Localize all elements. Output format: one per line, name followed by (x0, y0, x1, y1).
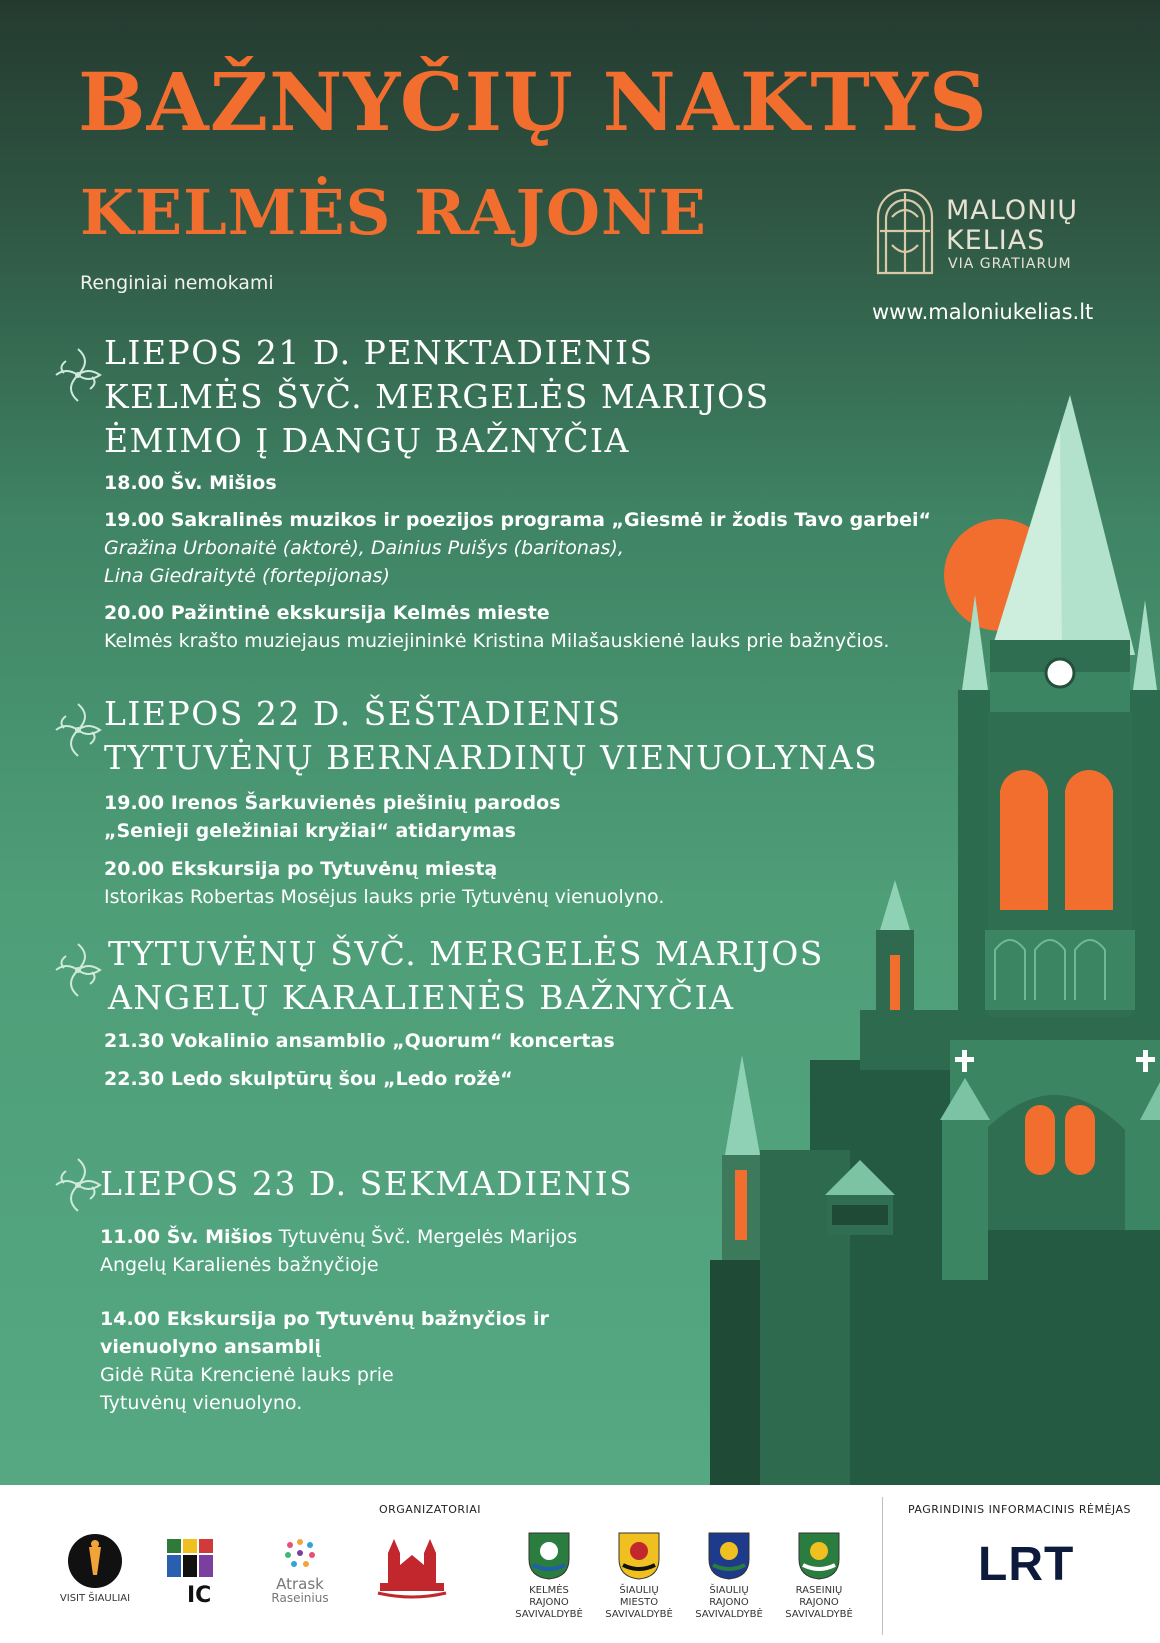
event-line: vienuolyno ansamblį (100, 1336, 321, 1358)
municipality-logo[interactable] (504, 1531, 594, 1621)
raseinius-text: Raseinius (271, 1591, 329, 1605)
website-link[interactable]: www.maloniukelias.lt (872, 300, 1094, 324)
event-line: 20.00 Pažintinė ekskursija Kelmės mieste (104, 602, 550, 624)
fleur-ornament-icon (52, 700, 104, 760)
red-church-icon (372, 1535, 452, 1599)
logo-name-2: KELIAS (946, 225, 1046, 256)
municipality-caption: RAJONO (529, 1597, 569, 1608)
title-line-2: KELMĖS RAJONE (80, 176, 707, 249)
section-heading-line: TYTUVĖNŲ BERNARDINŲ VIENUOLYNAS (104, 738, 879, 777)
event-line: 19.00 Irenos Šarkuvienės piešinių parodos (104, 792, 561, 814)
lrt-logo[interactable]: LRT (978, 1538, 1075, 1591)
event-line: Tytuvėnų vienuolyno. (100, 1392, 303, 1414)
municipality-caption: KELMĖS (529, 1585, 569, 1596)
visit-siauliai-logo[interactable] (50, 1533, 140, 1605)
municipality-caption: SAVIVALDYBĖ (785, 1609, 853, 1620)
logo-name-1: MALONIŲ (946, 195, 1079, 226)
footer (0, 1485, 1160, 1643)
event-line: 22.30 Ledo skulptūrų šou „Ledo rožė“ (104, 1068, 513, 1090)
event-line: 21.30 Vokalinio ansamblio „Quorum“ koncertas (104, 1030, 615, 1052)
event-line: Kelmės krašto muziejaus muziejininkė Kristina Milašauskienė lauks prie bažnyčios. (104, 630, 890, 652)
event-line: 19.00 Sakralinės muzikos ir poezijos programa „Giesmė ir žodis Tavo garbei“ (104, 509, 931, 531)
municipality-logo[interactable] (774, 1531, 864, 1621)
event-line: 18.00 Šv. Mišios (104, 472, 277, 494)
malonių-kelias-cross-icon (872, 187, 938, 275)
ic-logo[interactable] (165, 1537, 215, 1611)
coat-of-arms-icon (617, 1531, 661, 1581)
section-heading-line: LIEPOS 23 D. SEKMADIENIS (100, 1164, 634, 1203)
municipality-caption: MIESTO (619, 1597, 659, 1608)
fleur-ornament-icon (52, 940, 104, 1000)
title-line-1: BAŽNYČIŲ NAKTYS (78, 55, 988, 149)
coat-of-arms-icon (527, 1531, 571, 1581)
coat-of-arms-icon (707, 1531, 751, 1581)
fleur-ornament-icon (52, 345, 104, 405)
free-entry-note: Renginiai nemokami (80, 272, 274, 294)
section-heading-line: LIEPOS 21 D. PENKTADIENIS (104, 333, 654, 372)
municipality-caption: SAVIVALDYBĖ (605, 1609, 673, 1620)
municipality-caption: SAVIVALDYBĖ (695, 1609, 763, 1620)
municipality-caption: RAJONO (799, 1597, 839, 1608)
organizers-label: ORGANIZATORIAI (378, 1503, 482, 1516)
event-line: Lina Giedraitytė (fortepijonas) (104, 565, 390, 587)
visit-siauliai-icon (67, 1533, 123, 1589)
section-heading-line: ANGELŲ KARALIENĖS BAŽNYČIA (108, 978, 735, 1017)
municipality-logo[interactable] (594, 1531, 684, 1621)
tytuvenai-church-logo[interactable] (372, 1535, 452, 1603)
event-line: 20.00 Ekskursija po Tytuvėnų miestą (104, 858, 498, 880)
section-heading-line: LIEPOS 22 D. ŠEŠTADIENIS (104, 694, 622, 733)
visit-siauliai-caption: VISIT ŠIAULIAI (59, 1593, 131, 1604)
fleur-ornament-icon (52, 1155, 104, 1215)
logo-subtitle: VIA GRATIARUM (948, 256, 1072, 272)
section-heading-line: KELMĖS ŠVČ. MERGELĖS MARIJOS (104, 377, 770, 416)
section-heading (100, 1162, 633, 1206)
municipality-caption: RAJONO (709, 1597, 749, 1608)
event-line: Gražina Urbonaitė (aktorė), Dainius Puišys (baritonas), (104, 537, 624, 559)
event-line: Angelų Karalienės bažnyčioje (100, 1254, 379, 1276)
section-heading-line: TYTUVĖNŲ ŠVČ. MERGELĖS MARIJOS (108, 934, 824, 973)
footer-divider (882, 1497, 883, 1635)
event-line: „Senieji geležiniai kryžiai“ atidarymas (104, 820, 516, 842)
municipality-logo[interactable] (684, 1531, 774, 1621)
atrask-text: Atrask (276, 1575, 324, 1593)
municipality-caption: ŠIAULIŲ (619, 1585, 659, 1596)
event-line: Istorikas Robertas Mosėjus lauks prie Tytuvėnų vienuolyno. (104, 886, 665, 908)
municipality-caption: SAVIVALDYBĖ (515, 1609, 583, 1620)
sponsor-label: PAGRINDINIS INFORMACINIS RĖMĖJAS (908, 1503, 1131, 1516)
event-line: 11.00 Šv. Mišios Tytuvėnų Švč. Mergelės Marijos (100, 1226, 578, 1248)
section-heading (108, 932, 824, 1020)
coat-of-arms-icon (797, 1531, 841, 1581)
section-heading-line: ĖMIMO Į DANGŲ BAŽNYČIA (104, 421, 630, 460)
atrask-dots-icon (280, 1537, 320, 1573)
event-line: Gidė Rūta Krencienė lauks prie (100, 1364, 394, 1386)
atrask-raseinius-logo[interactable] (265, 1537, 335, 1605)
municipality-caption: ŠIAULIŲ (709, 1585, 749, 1596)
section-heading (104, 331, 770, 463)
section-heading (104, 692, 878, 780)
event-line: 14.00 Ekskursija po Tytuvėnų bažnyčios ir (100, 1308, 549, 1330)
malonių-kelias-logo-text (946, 196, 1078, 272)
municipality-caption: RASEINIŲ (795, 1585, 843, 1596)
ic-text: IC (187, 1583, 212, 1608)
